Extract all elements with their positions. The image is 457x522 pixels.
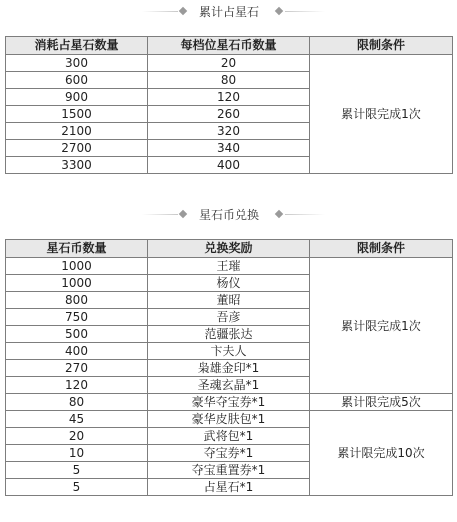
section-title-text: 星石币兑换 — [199, 208, 260, 222]
coin-cost-cell: 270 — [6, 360, 148, 377]
coin-cost-cell: 1000 — [6, 275, 148, 292]
stone-cost-cell: 2100 — [6, 123, 148, 140]
reward-cell: 豪华皮肤包*1 — [148, 411, 310, 428]
coin-cost-cell: 10 — [6, 445, 148, 462]
coin-cost-cell: 750 — [6, 309, 148, 326]
coin-amount-cell: 320 — [148, 123, 310, 140]
section-title-stargazing — [0, 2, 457, 22]
reward-cell: 豪华夺宝券*1 — [148, 394, 310, 411]
stone-cost-cell: 2700 — [6, 140, 148, 157]
stone-cost-cell: 300 — [6, 55, 148, 72]
stone-cost-cell: 900 — [6, 89, 148, 106]
coin-amount-cell: 340 — [148, 140, 310, 157]
reward-cell: 吾彦 — [148, 309, 310, 326]
coin-cost-cell: 45 — [6, 411, 148, 428]
title-divider-right — [285, 214, 325, 215]
table-row — [6, 258, 453, 275]
title-divider-left — [142, 11, 178, 12]
coin-cost-cell: 5 — [6, 462, 148, 479]
diamond-icon — [275, 7, 283, 15]
reward-cell: 占星石*1 — [148, 479, 310, 496]
limit-cell: 累计限完成5次 — [310, 394, 453, 411]
section-title-text: 累计占星石 — [199, 5, 260, 19]
reward-cell: 王璀 — [148, 258, 310, 275]
coin-cost-cell: 20 — [6, 428, 148, 445]
reward-cell: 范疆张达 — [148, 326, 310, 343]
coin-amount-cell: 400 — [148, 157, 310, 174]
coin-amount-cell: 20 — [148, 55, 310, 72]
table-row — [6, 55, 453, 72]
reward-cell: 圣魂玄晶*1 — [148, 377, 310, 394]
diamond-icon — [179, 210, 187, 218]
reward-cell: 杨仪 — [148, 275, 310, 292]
reward-cell: 董昭 — [148, 292, 310, 309]
diamond-icon — [275, 210, 283, 218]
column-header: 限制条件 — [310, 240, 453, 258]
stone-cost-cell: 3300 — [6, 157, 148, 174]
column-header: 每档位星石币数量 — [148, 37, 310, 55]
column-header: 兑换奖励 — [148, 240, 310, 258]
coin-cost-cell: 80 — [6, 394, 148, 411]
column-header: 消耗占星石数量 — [6, 37, 148, 55]
coin-amount-cell: 80 — [148, 72, 310, 89]
table-row — [6, 394, 453, 411]
stargazing-table — [5, 36, 453, 174]
coin-cost-cell: 800 — [6, 292, 148, 309]
table-row — [6, 411, 453, 428]
limit-cell: 累计限完成10次 — [310, 411, 453, 496]
limit-cell: 累计限完成1次 — [310, 258, 453, 394]
reward-cell: 夺宝券*1 — [148, 445, 310, 462]
stone-cost-cell: 600 — [6, 72, 148, 89]
section-title-coin-exchange — [0, 205, 457, 225]
coin-cost-cell: 5 — [6, 479, 148, 496]
column-header: 限制条件 — [310, 37, 453, 55]
coin-amount-cell: 120 — [148, 89, 310, 106]
coin-amount-cell: 260 — [148, 106, 310, 123]
title-divider-right — [285, 11, 325, 12]
reward-cell: 卞夫人 — [148, 343, 310, 360]
coin-cost-cell: 400 — [6, 343, 148, 360]
reward-cell: 武将包*1 — [148, 428, 310, 445]
table-header-row — [6, 240, 453, 258]
stone-cost-cell: 1500 — [6, 106, 148, 123]
coin-cost-cell: 500 — [6, 326, 148, 343]
column-header: 星石币数量 — [6, 240, 148, 258]
limit-cell: 累计限完成1次 — [310, 55, 453, 174]
title-divider-left — [142, 214, 178, 215]
table-header-row — [6, 37, 453, 55]
coin-exchange-table — [5, 239, 453, 496]
diamond-icon — [179, 7, 187, 15]
coin-cost-cell: 1000 — [6, 258, 148, 275]
reward-cell: 夺宝重置券*1 — [148, 462, 310, 479]
coin-cost-cell: 120 — [6, 377, 148, 394]
reward-cell: 枭雄金印*1 — [148, 360, 310, 377]
